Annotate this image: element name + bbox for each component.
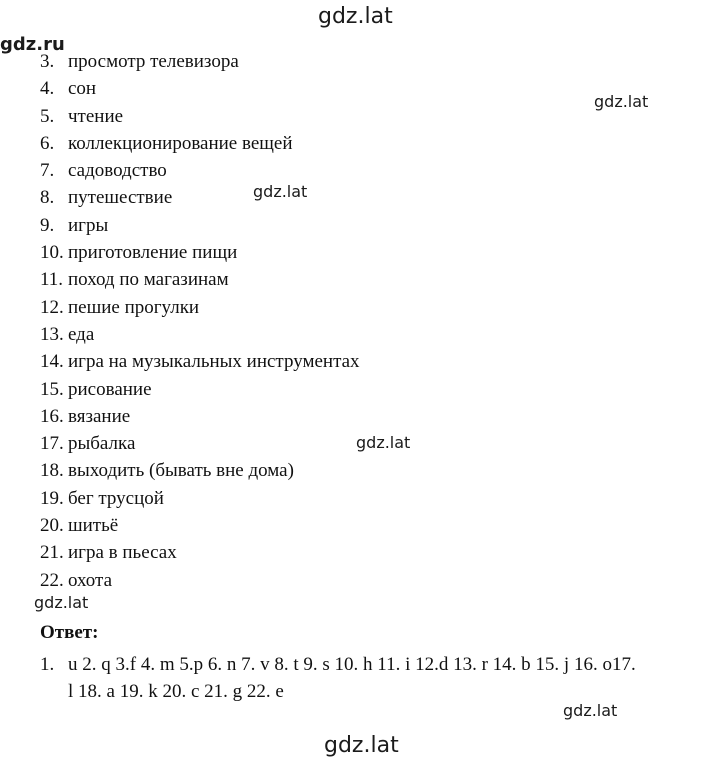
item-number: 22. — [40, 569, 64, 591]
item-number: 12. — [40, 296, 64, 318]
item-text: вязание — [68, 405, 131, 427]
list-item — [40, 485, 360, 512]
watermark-middle-lower: gdz.lat — [356, 433, 411, 452]
list-item — [40, 539, 360, 566]
item-text: просмотр телевизора — [68, 51, 239, 72]
list-item — [40, 376, 360, 403]
watermark-left-bottom: gdz.lat — [34, 593, 89, 612]
list-item — [40, 103, 360, 130]
item-number: 19. — [40, 487, 64, 509]
item-text: рыбалка — [68, 433, 136, 455]
list-item — [40, 212, 360, 239]
list-item — [40, 457, 360, 484]
answer-block — [40, 651, 710, 705]
item-number: 16. — [40, 405, 64, 427]
watermark-middle-upper: gdz.lat — [253, 182, 308, 201]
item-text: пешие прогулки — [68, 296, 200, 318]
watermark-right-bottom: gdz.lat — [563, 701, 618, 720]
activities-list — [40, 48, 360, 594]
watermark-top: gdz.lat — [318, 4, 393, 29]
item-text: шитьё — [68, 515, 119, 537]
item-number: 11. — [40, 269, 64, 291]
item-text: коллекционирование вещей — [68, 132, 293, 154]
list-item — [40, 184, 360, 211]
list-item — [40, 403, 360, 430]
item-number: 18. — [40, 460, 64, 482]
item-number: 13. — [40, 323, 64, 345]
watermark-bottom: gdz.lat — [324, 733, 399, 758]
list-item — [40, 430, 360, 457]
item-number: 4. — [40, 78, 55, 100]
item-number: 21. — [40, 542, 64, 564]
answer-heading: Ответ: — [40, 622, 99, 643]
item-number: 8. — [40, 187, 55, 209]
answer-text-line-2: l 18. a 19. k 20. c 21. g 22. e — [68, 681, 284, 702]
list-item — [40, 512, 360, 539]
item-number: 6. — [40, 132, 55, 154]
item-text: выходить (бывать вне дома) — [68, 460, 294, 482]
item-number: 5. — [40, 105, 55, 127]
item-text: сон — [68, 78, 97, 100]
answer-text-line-1: u 2. q 3.f 4. m 5.p 6. n 7. v 8. t 9. s 10. h 11. i 12.d 13. r 14. b 15. j 16. o17. — [68, 654, 636, 675]
item-number: 17. — [40, 433, 64, 455]
item-text: путешествие — [68, 187, 173, 209]
list-item — [40, 348, 360, 375]
list-item — [40, 321, 360, 348]
item-text: игры — [68, 214, 109, 236]
list-item — [40, 294, 360, 321]
list-item — [40, 157, 360, 184]
item-text: приготовление пищи — [68, 242, 238, 264]
item-text: садоводство — [68, 160, 167, 182]
item-number: 7. — [40, 160, 55, 182]
list-item — [40, 567, 360, 594]
item-text: еда — [68, 323, 95, 345]
watermark-right: gdz.lat — [594, 92, 649, 111]
item-text: рисование — [68, 378, 152, 400]
list-item — [40, 130, 360, 157]
list-item — [40, 48, 360, 75]
answer-number: 1. — [40, 654, 55, 675]
item-text: поход по магазинам — [68, 269, 229, 291]
item-number: 3. — [40, 51, 55, 72]
watermark-side-logo: gdz.ru — [0, 34, 65, 55]
list-item — [40, 75, 360, 102]
item-text: игра на музыкальных инструментах — [68, 351, 360, 373]
list-item — [40, 266, 360, 293]
item-text: охота — [68, 569, 113, 591]
item-number: 10. — [40, 242, 64, 264]
item-number: 14. — [40, 351, 64, 373]
item-text: бег трусцой — [68, 487, 164, 509]
item-number: 15. — [40, 378, 64, 400]
item-text: игра в пьесах — [68, 542, 177, 564]
list-item — [40, 239, 360, 266]
answer-line-2 — [40, 678, 710, 705]
answer-line-1 — [40, 651, 710, 678]
item-number: 9. — [40, 214, 55, 236]
item-number: 20. — [40, 515, 64, 537]
item-text: чтение — [68, 105, 124, 127]
